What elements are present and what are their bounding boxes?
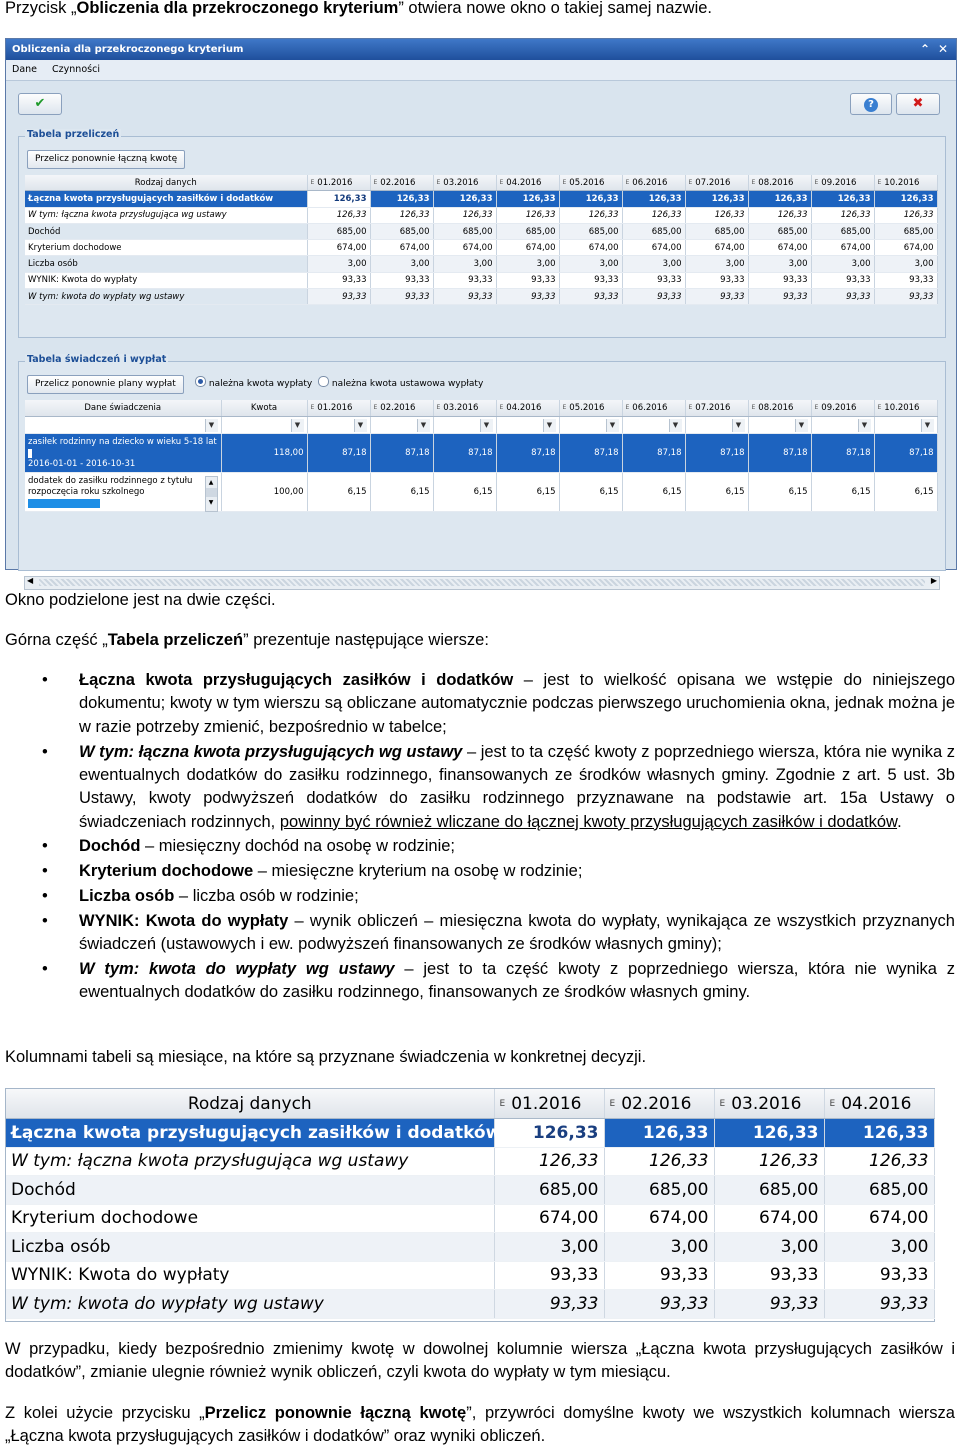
header-month[interactable]: E 09.2016 — [811, 175, 874, 191]
value-cell: 93,33 — [604, 1261, 714, 1290]
value-cell[interactable]: 126,33 — [559, 191, 622, 207]
header-month[interactable]: E 02.2016 — [604, 1089, 714, 1119]
value-cell: 674,00 — [748, 240, 811, 256]
value-cell: 93,33 — [811, 272, 874, 288]
value-cell: 93,33 — [824, 1261, 934, 1290]
chevron-down-icon[interactable]: ▼ — [480, 419, 493, 432]
chevron-down-icon[interactable]: ▼ — [732, 419, 745, 432]
value-cell: 87,18 — [559, 434, 622, 473]
chevron-down-icon[interactable]: ▼ — [858, 419, 871, 432]
table-row — [25, 434, 937, 473]
value-cell[interactable]: 126,33 — [370, 191, 433, 207]
value-cell: 93,33 — [307, 272, 370, 288]
value-cell[interactable]: 126,33 — [874, 191, 937, 207]
column-marker: E — [751, 178, 756, 186]
filter-cell[interactable] — [748, 417, 811, 434]
rows-description-list — [5, 669, 955, 1006]
chevron-down-icon[interactable]: ▼ — [543, 419, 556, 432]
value-cell: 93,33 — [433, 272, 496, 288]
horizontal-scrollbar[interactable] — [24, 576, 940, 590]
value-cell: 93,33 — [748, 289, 811, 305]
zoomed-recalc-table — [6, 1089, 935, 1319]
value-cell: 6,15 — [307, 473, 370, 512]
row-label: WYNIK: Kwota do wypłaty — [25, 272, 307, 288]
table-row — [6, 1261, 934, 1290]
value-cell: 685,00 — [494, 1176, 604, 1205]
value-cell: 685,00 — [604, 1176, 714, 1205]
header-month[interactable]: E 07.2016 — [685, 175, 748, 191]
header-month[interactable]: E 03.2016 — [433, 400, 496, 417]
value-cell: 93,33 — [874, 272, 937, 288]
table-row — [25, 289, 937, 305]
value-cell[interactable]: 126,33 — [824, 1119, 934, 1148]
header-month[interactable]: E 03.2016 — [433, 175, 496, 191]
list-item: • W tym: łączna kwota przysługujących wg ustawy – jest to ta część kwoty z poprzedniego wiersza, która nie wynika z ewentualnych dodatków do zasiłku rodzinnego, finansowanych ze środków własnych gminy. Zgodnie z art. 5 ust. 3b Ustawy, kwoty podwyższeń dodatków do zasiłku rodzinnego przyznawane na podstawie art. 15a Ustawy o świadczeniach rodzinnych, powinny być również wliczane do łącznej kwoty przysługujących zasiłków i dodatków. — [5, 741, 955, 835]
value-cell: 674,00 — [494, 1204, 604, 1233]
column-marker: E — [436, 178, 441, 186]
value-cell: 93,33 — [496, 272, 559, 288]
paragraph-2: Górna część „Tabela przeliczeń” prezentuje następujące wiersze: — [5, 631, 489, 649]
ok-button[interactable] — [18, 93, 62, 115]
intro-paragraph: Przycisk „Obliczenia dla przekroczonego kryterium” otwiera nowe okno o takiej samej nazwie. — [5, 0, 712, 17]
value-cell: 93,33 — [433, 289, 496, 305]
row-label: Kryterium dochodowe — [6, 1204, 494, 1233]
filter-cell[interactable] — [496, 417, 559, 434]
value-cell: 126,33 — [559, 207, 622, 223]
header-month[interactable]: E 10.2016 — [874, 400, 937, 417]
value-cell: 3,00 — [685, 256, 748, 272]
value-cell: 126,33 — [874, 207, 937, 223]
column-marker: E — [814, 178, 819, 186]
paragraph-5: Z kolei użycie przycisku „Przelicz ponownie łączną kwotę”, przywróci domyślne kwoty we wszystkich kolumnach wiersza „Łączna kwota przysługujących zasiłków i dodatków” oraz wyniki obliczeń. — [5, 1404, 955, 1445]
collapse-icon[interactable]: ⌃ — [919, 42, 930, 56]
value-cell: 6,15 — [433, 473, 496, 512]
scroll-right-icon[interactable]: ▶ — [930, 576, 937, 585]
value-cell: 6,15 — [496, 473, 559, 512]
chevron-down-icon[interactable]: ▼ — [354, 419, 367, 432]
paragraph-4: W przypadku, kiedy bezpośrednio zmienimy kwotę w dowolnej kolumnie wiersza „Łączna kwota przysługujących zasiłków i dodatków”, zmianie ulegnie również wynik obliczeń, czyli kwota do wypłaty w tym miesiącu. — [5, 1340, 955, 1381]
benefits-table-group — [18, 354, 946, 571]
header-month[interactable]: E 03.2016 — [714, 1089, 824, 1119]
value-cell: 674,00 — [604, 1204, 714, 1233]
value-cell: 3,00 — [370, 256, 433, 272]
paragraph-1: Okno podzielone jest na dwie części. — [5, 591, 276, 609]
header-month[interactable]: E 01.2016 — [307, 400, 370, 417]
value-cell: 87,18 — [307, 434, 370, 473]
recalc-plans-button[interactable]: Przelicz ponownie plany wypłat — [27, 375, 184, 394]
row-label: W tym: łączna kwota przysługująca wg ustawy — [25, 207, 307, 223]
radio-statutory-amount[interactable] — [318, 376, 329, 387]
table-row — [6, 1176, 934, 1205]
value-cell: 3,00 — [496, 256, 559, 272]
radio-due-amount[interactable] — [195, 376, 206, 387]
help-button[interactable] — [850, 93, 892, 115]
value-cell[interactable]: 126,33 — [433, 191, 496, 207]
list-item: • WYNIK: Kwota do wypłaty – wynik obliczeń – miesięczna kwota do wypłaty, wynikająca ze wszystkich przyznanych świadczeń (ustawowych i ew. podwyższeń finansowanych ze środków własnych gminy); — [5, 910, 955, 957]
filter-cell[interactable] — [559, 417, 622, 434]
menu-dane[interactable]: Dane — [12, 64, 38, 75]
column-marker: E — [373, 404, 378, 411]
recalc-table-zoom — [5, 1088, 935, 1322]
header-month[interactable]: E 05.2016 — [559, 400, 622, 417]
table-row — [25, 256, 937, 272]
filter-cell[interactable] — [685, 417, 748, 434]
value-cell: 685,00 — [433, 223, 496, 239]
column-marker: E — [625, 404, 630, 411]
value-cell: 685,00 — [748, 223, 811, 239]
benefit-cell — [25, 473, 221, 512]
column-marker: E — [688, 178, 693, 186]
value-cell: 93,33 — [604, 1290, 714, 1319]
value-cell: 87,18 — [748, 434, 811, 473]
row-label: W tym: łączna kwota przysługująca wg ustawy — [6, 1147, 494, 1176]
value-cell: 126,33 — [824, 1147, 934, 1176]
table-row — [25, 207, 937, 223]
column-marker: E — [688, 404, 693, 411]
column-marker: E — [499, 1098, 506, 1109]
group-title-recalc: Tabela przeliczeń — [27, 129, 120, 140]
value-cell: 674,00 — [811, 240, 874, 256]
value-cell[interactable]: 126,33 — [811, 191, 874, 207]
table-row — [25, 240, 937, 256]
table-row — [25, 272, 937, 288]
chevron-down-icon[interactable]: ▼ — [606, 419, 619, 432]
filter-cell[interactable] — [25, 417, 221, 434]
close-icon[interactable]: ✕ — [937, 42, 948, 56]
column-marker: E — [310, 178, 315, 186]
value-cell: 685,00 — [714, 1176, 824, 1205]
filter-row — [25, 417, 937, 434]
value-cell: 674,00 — [433, 240, 496, 256]
row-label: Łączna kwota przysługujących zasiłków i dodatków — [25, 191, 307, 207]
window-title: Obliczenia dla przekroczonego kryterium — [12, 44, 244, 55]
scroll-down-icon[interactable]: ▼ — [208, 499, 214, 506]
header-month[interactable]: E 06.2016 — [622, 400, 685, 417]
column-marker: E — [499, 404, 504, 411]
group-title-benefits: Tabela świadczeń i wypłat — [27, 354, 167, 365]
list-item: • Dochód – miesięczny dochód na osobę w rodzinie; — [5, 835, 955, 858]
header-month[interactable]: E 02.2016 — [370, 400, 433, 417]
column-marker: E — [609, 1098, 616, 1109]
header-month[interactable]: E 08.2016 — [748, 400, 811, 417]
value-cell: 126,33 — [494, 1147, 604, 1176]
menu-bar — [6, 60, 956, 81]
radio-due-amount-label: należna kwota wypłaty — [208, 379, 313, 389]
header-cell[interactable]: Kwota — [221, 400, 307, 417]
value-cell: 685,00 — [824, 1176, 934, 1205]
value-cell: 87,18 — [874, 434, 937, 473]
value-cell: 126,33 — [622, 207, 685, 223]
column-marker: E — [877, 178, 882, 186]
value-cell: 93,33 — [685, 272, 748, 288]
table-header — [25, 400, 937, 417]
selection-bar — [28, 499, 100, 508]
value-cell: 6,15 — [748, 473, 811, 512]
header-cell[interactable]: Rodzaj danych — [25, 175, 307, 191]
value-cell: 674,00 — [496, 240, 559, 256]
value-cell: 674,00 — [307, 240, 370, 256]
value-cell: 126,33 — [307, 207, 370, 223]
paragraph-3: Kolumnami tabeli są miesiące, na które są przyznane świadczenia w konkretnej decyzji. — [5, 1048, 647, 1066]
value-cell: 685,00 — [307, 223, 370, 239]
value-cell: 6,15 — [370, 473, 433, 512]
column-marker: E — [373, 178, 378, 186]
scroll-up-icon[interactable]: ▲ — [208, 479, 214, 486]
chevron-down-icon[interactable]: ▼ — [669, 419, 682, 432]
benefit-cell-wrap: dodatek do zasiłku rodzinnego z tytułu rozpoczęcia roku szkolnego ▲ ▼ — [28, 476, 218, 508]
column-marker: E — [625, 178, 630, 186]
scroll-thumb[interactable] — [206, 488, 217, 497]
list-item: • Kryterium dochodowe – miesięczne kryterium na osobę w rodzinie; — [5, 860, 955, 883]
criterion-window — [5, 38, 957, 585]
value-cell: 93,33 — [559, 289, 622, 305]
value-cell: 87,18 — [370, 434, 433, 473]
value-cell[interactable]: 126,33 — [714, 1119, 824, 1148]
column-marker: E — [310, 404, 315, 411]
value-cell: 87,18 — [622, 434, 685, 473]
question-icon: ? — [864, 98, 878, 112]
header-month[interactable]: E 01.2016 — [494, 1089, 604, 1119]
value-cell: 93,33 — [307, 289, 370, 305]
value-cell: 3,00 — [811, 256, 874, 272]
value-cell: 3,00 — [604, 1233, 714, 1262]
value-cell[interactable]: 126,33 — [685, 191, 748, 207]
value-cell: 93,33 — [714, 1290, 824, 1319]
recalc-table-group — [18, 129, 946, 338]
amount-cell: 100,00 — [221, 473, 307, 512]
value-cell: 674,00 — [370, 240, 433, 256]
value-cell: 674,00 — [559, 240, 622, 256]
value-cell: 126,33 — [685, 207, 748, 223]
value-cell: 93,33 — [370, 289, 433, 305]
value-cell: 126,33 — [496, 207, 559, 223]
value-cell: 674,00 — [685, 240, 748, 256]
value-cell[interactable]: 126,33 — [604, 1119, 714, 1148]
value-cell: 6,15 — [622, 473, 685, 512]
value-cell: 3,00 — [307, 256, 370, 272]
list-item: • Łączna kwota przysługujących zasiłków i dodatków – jest to wielkość opisana we wstępie do niniejszego dokumentu; kwoty w tym wierszu są obliczane automatycznie podczas pierwszego uruchomienia okna, jednak można je w razie potrzeby zmienić, bezpośrednio w tabelce; — [5, 669, 955, 739]
value-cell: 685,00 — [874, 223, 937, 239]
column-marker: E — [499, 178, 504, 186]
filter-cell[interactable] — [307, 417, 370, 434]
header-cell[interactable]: Dane świadczenia — [25, 400, 221, 417]
table-row — [6, 1119, 934, 1148]
chevron-down-icon[interactable]: ▼ — [205, 419, 218, 432]
row-label: W tym: kwota do wypłaty wg ustawy — [6, 1290, 494, 1319]
value-cell: 93,33 — [496, 289, 559, 305]
amount-type-radios — [195, 376, 483, 392]
row-label: Kryterium dochodowe — [25, 240, 307, 256]
cell-scrollbar[interactable] — [205, 476, 218, 512]
value-cell: 685,00 — [811, 223, 874, 239]
filter-cell[interactable] — [433, 417, 496, 434]
header-month[interactable]: E 10.2016 — [874, 175, 937, 191]
value-cell: 3,00 — [714, 1233, 824, 1262]
table-row — [6, 1147, 934, 1176]
chevron-down-icon[interactable]: ▼ — [417, 419, 430, 432]
value-cell: 93,33 — [622, 272, 685, 288]
column-marker: E — [562, 404, 567, 411]
value-cell: 6,15 — [685, 473, 748, 512]
value-cell: 87,18 — [811, 434, 874, 473]
value-cell: 685,00 — [622, 223, 685, 239]
selection-bar — [28, 449, 32, 458]
value-cell: 3,00 — [824, 1233, 934, 1262]
table-row — [6, 1204, 934, 1233]
header-month[interactable]: E 08.2016 — [748, 175, 811, 191]
value-cell: 3,00 — [494, 1233, 604, 1262]
column-marker: E — [562, 178, 567, 186]
value-cell: 3,00 — [433, 256, 496, 272]
scroll-left-icon[interactable]: ◀ — [27, 576, 34, 585]
row-label: WYNIK: Kwota do wypłaty — [6, 1261, 494, 1290]
window-titlebar — [6, 39, 956, 60]
table-header — [25, 175, 937, 191]
menu-czynnosci[interactable]: Czynności — [52, 64, 100, 75]
header-month[interactable]: E 04.2016 — [496, 400, 559, 417]
value-cell[interactable]: 126,33 — [307, 191, 370, 207]
value-cell: 6,15 — [559, 473, 622, 512]
chevron-down-icon[interactable]: ▼ — [921, 419, 934, 432]
filter-cell[interactable] — [874, 417, 937, 434]
benefits-table — [25, 400, 938, 512]
value-cell: 93,33 — [824, 1290, 934, 1319]
value-cell: 93,33 — [559, 272, 622, 288]
value-cell: 674,00 — [714, 1204, 824, 1233]
value-cell: 3,00 — [622, 256, 685, 272]
chevron-down-icon[interactable]: ▼ — [795, 419, 808, 432]
value-cell: 685,00 — [496, 223, 559, 239]
row-label: W tym: kwota do wypłaty wg ustawy — [25, 289, 307, 305]
header-cell[interactable]: Rodzaj danych — [6, 1089, 494, 1119]
value-cell: 6,15 — [811, 473, 874, 512]
filter-cell[interactable] — [622, 417, 685, 434]
value-cell: 674,00 — [874, 240, 937, 256]
column-marker: E — [829, 1098, 836, 1109]
filter-cell[interactable] — [811, 417, 874, 434]
value-cell: 93,33 — [811, 289, 874, 305]
header-month[interactable]: E 09.2016 — [811, 400, 874, 417]
header-month[interactable]: E 01.2016 — [307, 175, 370, 191]
value-cell: 3,00 — [748, 256, 811, 272]
recalc-total-button[interactable]: Przelicz ponownie łączną kwotę — [27, 150, 185, 169]
value-cell: 93,33 — [685, 289, 748, 305]
benefit-cell: zasiłek rodzinny na dziecko w wieku 5-18 lat 2016-01-01 - 2016-10-31 — [25, 434, 221, 473]
value-cell: 93,33 — [494, 1290, 604, 1319]
value-cell: 87,18 — [685, 434, 748, 473]
value-cell: 126,33 — [811, 207, 874, 223]
value-cell: 3,00 — [874, 256, 937, 272]
list-item: • W tym: kwota do wypłaty wg ustawy – jest to ta część kwoty z poprzedniego wiersza, która nie wynika z ewentualnych dodatków do zasiłku rodzinnego, finansowanych ze środków własnych gminy. — [5, 958, 955, 1005]
value-cell: 685,00 — [685, 223, 748, 239]
value-cell: 3,00 — [559, 256, 622, 272]
row-label: Liczba osób — [25, 256, 307, 272]
cancel-button[interactable] — [896, 93, 940, 115]
value-cell: 93,33 — [370, 272, 433, 288]
value-cell: 685,00 — [370, 223, 433, 239]
scrollbar-thumb[interactable] — [39, 579, 925, 586]
column-marker: E — [877, 404, 882, 411]
column-marker: E — [814, 404, 819, 411]
value-cell: 93,33 — [622, 289, 685, 305]
filter-cell[interactable] — [221, 417, 307, 434]
row-label: Dochód — [25, 223, 307, 239]
value-cell: 6,15 — [874, 473, 937, 512]
value-cell: 674,00 — [824, 1204, 934, 1233]
row-label: Łączna kwota przysługujących zasiłków i dodatków — [6, 1119, 494, 1148]
header-month[interactable]: E 06.2016 — [622, 175, 685, 191]
table-row — [25, 223, 937, 239]
table-row — [6, 1233, 934, 1262]
header-month[interactable]: E 05.2016 — [559, 175, 622, 191]
value-cell: 87,18 — [496, 434, 559, 473]
value-cell: 126,33 — [748, 207, 811, 223]
value-cell[interactable]: 126,33 — [496, 191, 559, 207]
value-cell: 93,33 — [874, 289, 937, 305]
chevron-down-icon[interactable]: ▼ — [291, 419, 304, 432]
value-cell: 93,33 — [494, 1261, 604, 1290]
header-month[interactable]: E 02.2016 — [370, 175, 433, 191]
value-cell: 685,00 — [559, 223, 622, 239]
amount-cell: 118,00 — [221, 434, 307, 473]
value-cell: 126,33 — [714, 1147, 824, 1176]
table-row — [6, 1290, 934, 1319]
table-row — [25, 473, 937, 512]
column-marker: E — [436, 404, 441, 411]
value-cell: 93,33 — [748, 272, 811, 288]
header-month[interactable]: E 04.2016 — [496, 175, 559, 191]
row-label: Liczba osób — [6, 1233, 494, 1262]
column-marker: E — [751, 404, 756, 411]
check-icon: ✔ — [34, 96, 46, 111]
value-cell[interactable]: 126,33 — [622, 191, 685, 207]
value-cell[interactable]: 126,33 — [494, 1119, 604, 1148]
header-month[interactable]: E 07.2016 — [685, 400, 748, 417]
recalc-table — [25, 175, 938, 305]
value-cell: 93,33 — [714, 1261, 824, 1290]
value-cell[interactable]: 126,33 — [748, 191, 811, 207]
filter-cell[interactable] — [370, 417, 433, 434]
value-cell: 126,33 — [433, 207, 496, 223]
radio-statutory-label: należna kwota ustawowa wypłaty — [331, 379, 484, 389]
row-label: Dochód — [6, 1176, 494, 1205]
list-item: • Liczba osób – liczba osób w rodzinie; — [5, 885, 955, 908]
table-row — [25, 191, 937, 207]
value-cell: 126,33 — [370, 207, 433, 223]
column-marker: E — [719, 1098, 726, 1109]
x-icon: ✖ — [912, 96, 924, 111]
value-cell: 126,33 — [604, 1147, 714, 1176]
table-header — [6, 1089, 934, 1119]
value-cell: 87,18 — [433, 434, 496, 473]
header-month[interactable]: E 04.2016 — [824, 1089, 934, 1119]
value-cell: 674,00 — [622, 240, 685, 256]
